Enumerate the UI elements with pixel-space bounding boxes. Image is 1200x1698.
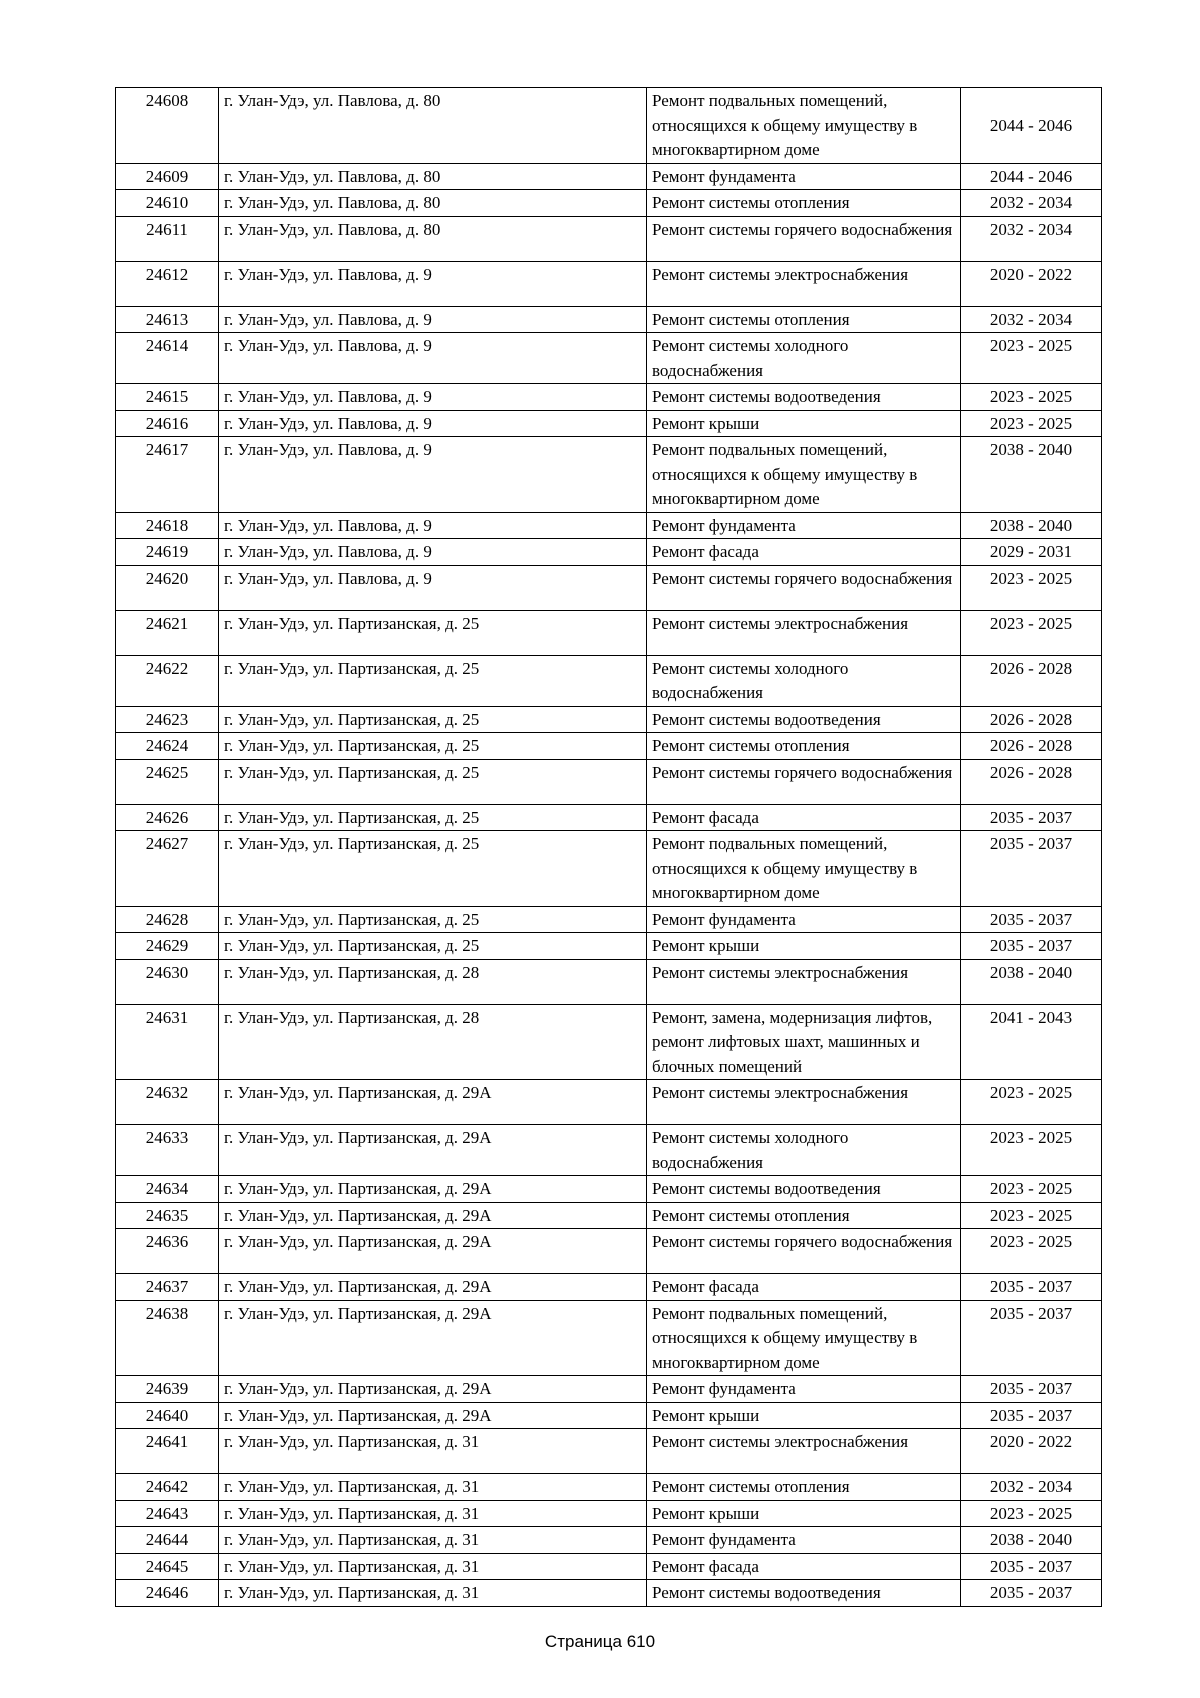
period-cell: 2038 - 2040: [961, 437, 1102, 513]
address-cell: г. Улан-Удэ, ул. Павлова, д. 9: [219, 384, 647, 411]
table-row: [116, 706, 1102, 733]
row-id-cell: 24614: [116, 333, 219, 384]
address-cell: г. Улан-Удэ, ул. Партизанская, д. 25: [219, 804, 647, 831]
address-cell: г. Улан-Удэ, ул. Павлова, д. 80: [219, 190, 647, 217]
table-row: [116, 384, 1102, 411]
period-cell: 2026 - 2028: [961, 759, 1102, 804]
work-type-cell: Ремонт фундамента: [647, 1527, 961, 1554]
row-id-cell: 24624: [116, 733, 219, 760]
period-cell: 2023 - 2025: [961, 1202, 1102, 1229]
row-id-cell: 24646: [116, 1580, 219, 1607]
table-row: [116, 959, 1102, 1004]
work-type-cell: Ремонт подвальных помещений, относящихся к общему имуществу в многоквартирном доме: [647, 88, 961, 164]
address-cell: г. Улан-Удэ, ул. Партизанская, д. 29А: [219, 1300, 647, 1376]
work-type-cell: Ремонт системы горячего водоснабжения: [647, 759, 961, 804]
address-cell: г. Улан-Удэ, ул. Партизанская, д. 25: [219, 655, 647, 706]
table-row: [116, 1500, 1102, 1527]
work-type-cell: Ремонт фасада: [647, 539, 961, 566]
period-cell: 2035 - 2037: [961, 831, 1102, 907]
table-row: [116, 333, 1102, 384]
work-type-cell: Ремонт крыши: [647, 1500, 961, 1527]
table-row: [116, 1125, 1102, 1176]
row-id-cell: 24642: [116, 1474, 219, 1501]
table-row: [116, 1553, 1102, 1580]
work-type-cell: Ремонт системы электроснабжения: [647, 1429, 961, 1474]
period-cell: 2035 - 2037: [961, 804, 1102, 831]
work-type-cell: Ремонт системы отопления: [647, 733, 961, 760]
work-type-cell: Ремонт системы холодного водоснабжения: [647, 1125, 961, 1176]
period-cell: 2035 - 2037: [961, 933, 1102, 960]
table-row: [116, 933, 1102, 960]
table-row: [116, 1429, 1102, 1474]
row-id-cell: 24618: [116, 512, 219, 539]
work-type-cell: Ремонт фундамента: [647, 1376, 961, 1403]
work-type-cell: Ремонт системы водоотведения: [647, 1580, 961, 1607]
table-row: [116, 163, 1102, 190]
row-id-cell: 24619: [116, 539, 219, 566]
work-type-cell: Ремонт системы водоотведения: [647, 1176, 961, 1203]
address-cell: г. Улан-Удэ, ул. Партизанская, д. 31: [219, 1474, 647, 1501]
row-id-cell: 24631: [116, 1004, 219, 1080]
row-id-cell: 24626: [116, 804, 219, 831]
work-type-cell: Ремонт системы холодного водоснабжения: [647, 333, 961, 384]
address-cell: г. Улан-Удэ, ул. Партизанская, д. 29А: [219, 1080, 647, 1125]
work-type-cell: Ремонт системы водоотведения: [647, 706, 961, 733]
work-type-cell: Ремонт системы отопления: [647, 190, 961, 217]
period-cell: 2035 - 2037: [961, 1274, 1102, 1301]
table-row: [116, 1580, 1102, 1607]
row-id-cell: 24613: [116, 306, 219, 333]
period-cell: 2035 - 2037: [961, 1553, 1102, 1580]
table-row: [116, 1376, 1102, 1403]
table-row: [116, 190, 1102, 217]
period-cell: 2029 - 2031: [961, 539, 1102, 566]
address-cell: г. Улан-Удэ, ул. Партизанская, д. 31: [219, 1500, 647, 1527]
row-id-cell: 24640: [116, 1402, 219, 1429]
row-id-cell: 24615: [116, 384, 219, 411]
period-cell: 2020 - 2022: [961, 1429, 1102, 1474]
address-cell: г. Улан-Удэ, ул. Партизанская, д. 25: [219, 831, 647, 907]
table-row: [116, 733, 1102, 760]
work-type-cell: Ремонт системы горячего водоснабжения: [647, 216, 961, 261]
address-cell: г. Улан-Удэ, ул. Партизанская, д. 29А: [219, 1376, 647, 1403]
address-cell: г. Улан-Удэ, ул. Партизанская, д. 29А: [219, 1229, 647, 1274]
row-id-cell: 24635: [116, 1202, 219, 1229]
period-cell: 2023 - 2025: [961, 1176, 1102, 1203]
period-cell: 2038 - 2040: [961, 1527, 1102, 1554]
work-type-cell: Ремонт подвальных помещений, относящихся к общему имуществу в многоквартирном доме: [647, 1300, 961, 1376]
address-cell: г. Улан-Удэ, ул. Партизанская, д. 25: [219, 610, 647, 655]
row-id-cell: 24633: [116, 1125, 219, 1176]
address-cell: г. Улан-Удэ, ул. Партизанская, д. 29А: [219, 1125, 647, 1176]
table-row: [116, 1402, 1102, 1429]
address-cell: г. Улан-Удэ, ул. Павлова, д. 9: [219, 333, 647, 384]
period-cell: 2035 - 2037: [961, 1402, 1102, 1429]
period-cell: 2032 - 2034: [961, 216, 1102, 261]
table-row: [116, 1202, 1102, 1229]
address-cell: г. Улан-Удэ, ул. Партизанская, д. 25: [219, 759, 647, 804]
row-id-cell: 24637: [116, 1274, 219, 1301]
table-row: [116, 655, 1102, 706]
work-type-cell: Ремонт фундамента: [647, 512, 961, 539]
period-cell: 2023 - 2025: [961, 333, 1102, 384]
work-type-cell: Ремонт фундамента: [647, 163, 961, 190]
period-cell: 2044 - 2046: [961, 88, 1102, 164]
period-cell: 2023 - 2025: [961, 1125, 1102, 1176]
period-cell: 2032 - 2034: [961, 190, 1102, 217]
address-cell: г. Улан-Удэ, ул. Павлова, д. 80: [219, 88, 647, 164]
address-cell: г. Улан-Удэ, ул. Партизанская, д. 31: [219, 1580, 647, 1607]
table-row: [116, 88, 1102, 164]
address-cell: г. Улан-Удэ, ул. Павлова, д. 9: [219, 437, 647, 513]
row-id-cell: 24625: [116, 759, 219, 804]
work-type-cell: Ремонт крыши: [647, 1402, 961, 1429]
address-cell: г. Улан-Удэ, ул. Партизанская, д. 25: [219, 706, 647, 733]
period-cell: 2020 - 2022: [961, 261, 1102, 306]
table-row: [116, 831, 1102, 907]
address-cell: г. Улан-Удэ, ул. Партизанская, д. 28: [219, 959, 647, 1004]
work-type-cell: Ремонт системы электроснабжения: [647, 610, 961, 655]
row-id-cell: 24629: [116, 933, 219, 960]
period-cell: 2035 - 2037: [961, 906, 1102, 933]
table-row: [116, 216, 1102, 261]
work-type-cell: Ремонт крыши: [647, 410, 961, 437]
row-id-cell: 24636: [116, 1229, 219, 1274]
row-id-cell: 24634: [116, 1176, 219, 1203]
address-cell: г. Улан-Удэ, ул. Павлова, д. 9: [219, 565, 647, 610]
table-row: [116, 804, 1102, 831]
table-row: [116, 906, 1102, 933]
row-id-cell: 24612: [116, 261, 219, 306]
repair-schedule-table: [115, 87, 1102, 1607]
work-type-cell: Ремонт фундамента: [647, 906, 961, 933]
row-id-cell: 24617: [116, 437, 219, 513]
address-cell: г. Улан-Удэ, ул. Партизанская, д. 29А: [219, 1274, 647, 1301]
row-id-cell: 24630: [116, 959, 219, 1004]
table-row: [116, 1176, 1102, 1203]
row-id-cell: 24622: [116, 655, 219, 706]
table-row: [116, 261, 1102, 306]
work-type-cell: Ремонт фасада: [647, 804, 961, 831]
work-type-cell: Ремонт системы электроснабжения: [647, 959, 961, 1004]
work-type-cell: Ремонт системы отопления: [647, 1474, 961, 1501]
period-cell: 2038 - 2040: [961, 959, 1102, 1004]
row-id-cell: 24641: [116, 1429, 219, 1474]
period-cell: 2032 - 2034: [961, 306, 1102, 333]
row-id-cell: 24643: [116, 1500, 219, 1527]
row-id-cell: 24616: [116, 410, 219, 437]
table-row: [116, 1274, 1102, 1301]
address-cell: г. Улан-Удэ, ул. Павлова, д. 9: [219, 261, 647, 306]
address-cell: г. Улан-Удэ, ул. Павлова, д. 9: [219, 306, 647, 333]
row-id-cell: 24638: [116, 1300, 219, 1376]
table-row: [116, 565, 1102, 610]
address-cell: г. Улан-Удэ, ул. Партизанская, д. 31: [219, 1553, 647, 1580]
work-type-cell: Ремонт системы электроснабжения: [647, 1080, 961, 1125]
row-id-cell: 24639: [116, 1376, 219, 1403]
row-id-cell: 24644: [116, 1527, 219, 1554]
row-id-cell: 24620: [116, 565, 219, 610]
address-cell: г. Улан-Удэ, ул. Павлова, д. 80: [219, 216, 647, 261]
work-type-cell: Ремонт подвальных помещений, относящихся к общему имуществу в многоквартирном доме: [647, 437, 961, 513]
table-row: [116, 1080, 1102, 1125]
address-cell: г. Улан-Удэ, ул. Партизанская, д. 25: [219, 933, 647, 960]
page-number: Страница 610: [544, 1632, 656, 1651]
table-row: [116, 1527, 1102, 1554]
row-id-cell: 24611: [116, 216, 219, 261]
work-type-cell: Ремонт фасада: [647, 1553, 961, 1580]
period-cell: 2026 - 2028: [961, 655, 1102, 706]
period-cell: 2035 - 2037: [961, 1580, 1102, 1607]
table-row: [116, 1004, 1102, 1080]
period-cell: 2038 - 2040: [961, 512, 1102, 539]
row-id-cell: 24610: [116, 190, 219, 217]
period-cell: 2023 - 2025: [961, 565, 1102, 610]
table-row: [116, 759, 1102, 804]
address-cell: г. Улан-Удэ, ул. Партизанская, д. 25: [219, 733, 647, 760]
work-type-cell: Ремонт фасада: [647, 1274, 961, 1301]
address-cell: г. Улан-Удэ, ул. Павлова, д. 80: [219, 163, 647, 190]
row-id-cell: 24628: [116, 906, 219, 933]
address-cell: г. Улан-Удэ, ул. Партизанская, д. 31: [219, 1527, 647, 1554]
address-cell: г. Улан-Удэ, ул. Павлова, д. 9: [219, 512, 647, 539]
address-cell: г. Улан-Удэ, ул. Партизанская, д. 25: [219, 906, 647, 933]
table-row: [116, 610, 1102, 655]
work-type-cell: Ремонт системы горячего водоснабжения: [647, 565, 961, 610]
period-cell: 2041 - 2043: [961, 1004, 1102, 1080]
row-id-cell: 24623: [116, 706, 219, 733]
address-cell: г. Улан-Удэ, ул. Партизанская, д. 29А: [219, 1202, 647, 1229]
table-row: [116, 410, 1102, 437]
work-type-cell: Ремонт крыши: [647, 933, 961, 960]
period-cell: 2023 - 2025: [961, 1500, 1102, 1527]
work-type-cell: Ремонт подвальных помещений, относящихся к общему имуществу в многоквартирном доме: [647, 831, 961, 907]
table-row: [116, 539, 1102, 566]
row-id-cell: 24621: [116, 610, 219, 655]
row-id-cell: 24608: [116, 88, 219, 164]
table-body: [116, 88, 1102, 1607]
work-type-cell: Ремонт системы отопления: [647, 306, 961, 333]
work-type-cell: Ремонт системы горячего водоснабжения: [647, 1229, 961, 1274]
address-cell: г. Улан-Удэ, ул. Павлова, д. 9: [219, 410, 647, 437]
address-cell: г. Улан-Удэ, ул. Партизанская, д. 31: [219, 1429, 647, 1474]
period-cell: 2044 - 2046: [961, 163, 1102, 190]
work-type-cell: Ремонт системы электроснабжения: [647, 261, 961, 306]
address-cell: г. Улан-Удэ, ул. Павлова, д. 9: [219, 539, 647, 566]
period-cell: 2035 - 2037: [961, 1300, 1102, 1376]
address-cell: г. Улан-Удэ, ул. Партизанская, д. 28: [219, 1004, 647, 1080]
period-cell: 2023 - 2025: [961, 410, 1102, 437]
row-id-cell: 24645: [116, 1553, 219, 1580]
work-type-cell: Ремонт системы водоотведения: [647, 384, 961, 411]
table-row: [116, 437, 1102, 513]
period-cell: 2023 - 2025: [961, 610, 1102, 655]
row-id-cell: 24627: [116, 831, 219, 907]
period-cell: 2035 - 2037: [961, 1376, 1102, 1403]
address-cell: г. Улан-Удэ, ул. Партизанская, д. 29А: [219, 1176, 647, 1203]
table-row: [116, 512, 1102, 539]
work-type-cell: Ремонт системы холодного водоснабжения: [647, 655, 961, 706]
period-cell: 2023 - 2025: [961, 1080, 1102, 1125]
work-type-cell: Ремонт, замена, модернизация лифтов, ремонт лифтовых шахт, машинных и блочных помещений: [647, 1004, 961, 1080]
work-type-cell: Ремонт системы отопления: [647, 1202, 961, 1229]
table-row: [116, 1300, 1102, 1376]
address-cell: г. Улан-Удэ, ул. Партизанская, д. 29А: [219, 1402, 647, 1429]
table-row: [116, 1229, 1102, 1274]
table-row: [116, 306, 1102, 333]
row-id-cell: 24632: [116, 1080, 219, 1125]
row-id-cell: 24609: [116, 163, 219, 190]
period-cell: 2032 - 2034: [961, 1474, 1102, 1501]
period-cell: 2026 - 2028: [961, 733, 1102, 760]
period-cell: 2026 - 2028: [961, 706, 1102, 733]
period-cell: 2023 - 2025: [961, 384, 1102, 411]
table-row: [116, 1474, 1102, 1501]
period-cell: 2023 - 2025: [961, 1229, 1102, 1274]
